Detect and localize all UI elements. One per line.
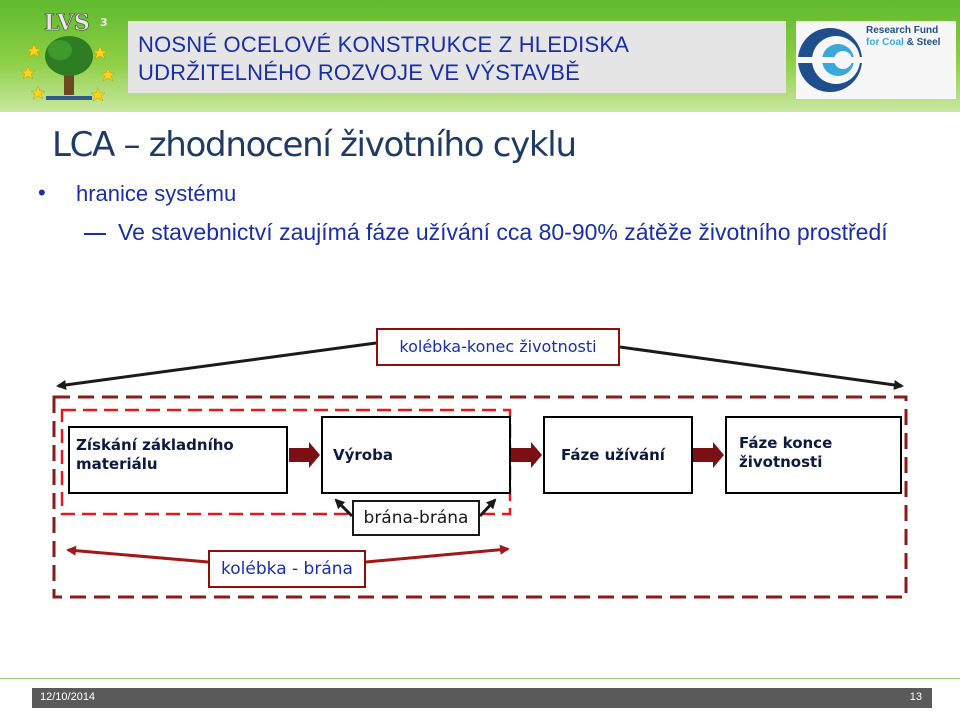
stage-production [321, 416, 511, 494]
flow-arrow-1 [289, 442, 320, 468]
cradle-to-gate-arrow-left [68, 550, 208, 562]
gate-to-gate-label [352, 500, 480, 536]
bullet-dot-icon: • [38, 180, 46, 205]
cradle-to-grave-arrow-right [620, 347, 902, 386]
cradle-to-gate-label [208, 550, 366, 588]
svg-text:3: 3 [100, 16, 108, 29]
cradle-to-gate-text: kolébka - brána [221, 559, 353, 579]
stage-raw-material-line1: Získání základního [76, 436, 234, 454]
gate-to-gate-text: brána-brána [363, 508, 469, 528]
header-title-line1: NOSNÉ OCELOVÉ KONSTRUKCE Z HLEDISKA [138, 32, 630, 57]
header-title-line2: UDRŽITELNÉHO ROZVOJE VE VÝSTAVBĚ [138, 60, 580, 85]
footer-date: 12/10/2014 [40, 691, 96, 703]
cradle-to-grave-arrow-left [58, 343, 376, 386]
rfcs-text: Research Fund for Coal & Steel [866, 25, 941, 48]
cradle-to-gate-arrow-right [366, 549, 508, 562]
stage-use-phase-line1: Fáze užívání [561, 446, 665, 464]
sub-bullet-text: Ve stavebnictví zaujímá fáze užívání cca 80-90% zátěže životního prostředí [118, 219, 888, 245]
stage-raw-material [68, 426, 288, 494]
stage-end-of-life-line1: Fáze konce [739, 434, 833, 452]
flow-arrow-3 [693, 442, 724, 468]
cradle-to-grave-label [376, 328, 620, 366]
bullet-text: hranice systému [76, 181, 237, 206]
cradle-to-grave-text: kolébka-konec životnosti [399, 337, 597, 356]
footer-divider [0, 678, 960, 679]
footer-bar [32, 688, 932, 708]
slide-title: LCA – zhodnocení životního cyklu [52, 125, 576, 165]
flow-arrow-2 [511, 442, 542, 468]
stage-raw-material-line2: materiálu [76, 455, 158, 473]
logo-left-letters: LVS [44, 10, 90, 36]
stage-use-phase [543, 416, 693, 494]
stage-production-line1: Výroba [333, 446, 393, 464]
stage-end-of-life-line2: životnosti [739, 453, 823, 471]
stage-end-of-life [725, 416, 902, 494]
page-number: 13 [909, 691, 922, 703]
